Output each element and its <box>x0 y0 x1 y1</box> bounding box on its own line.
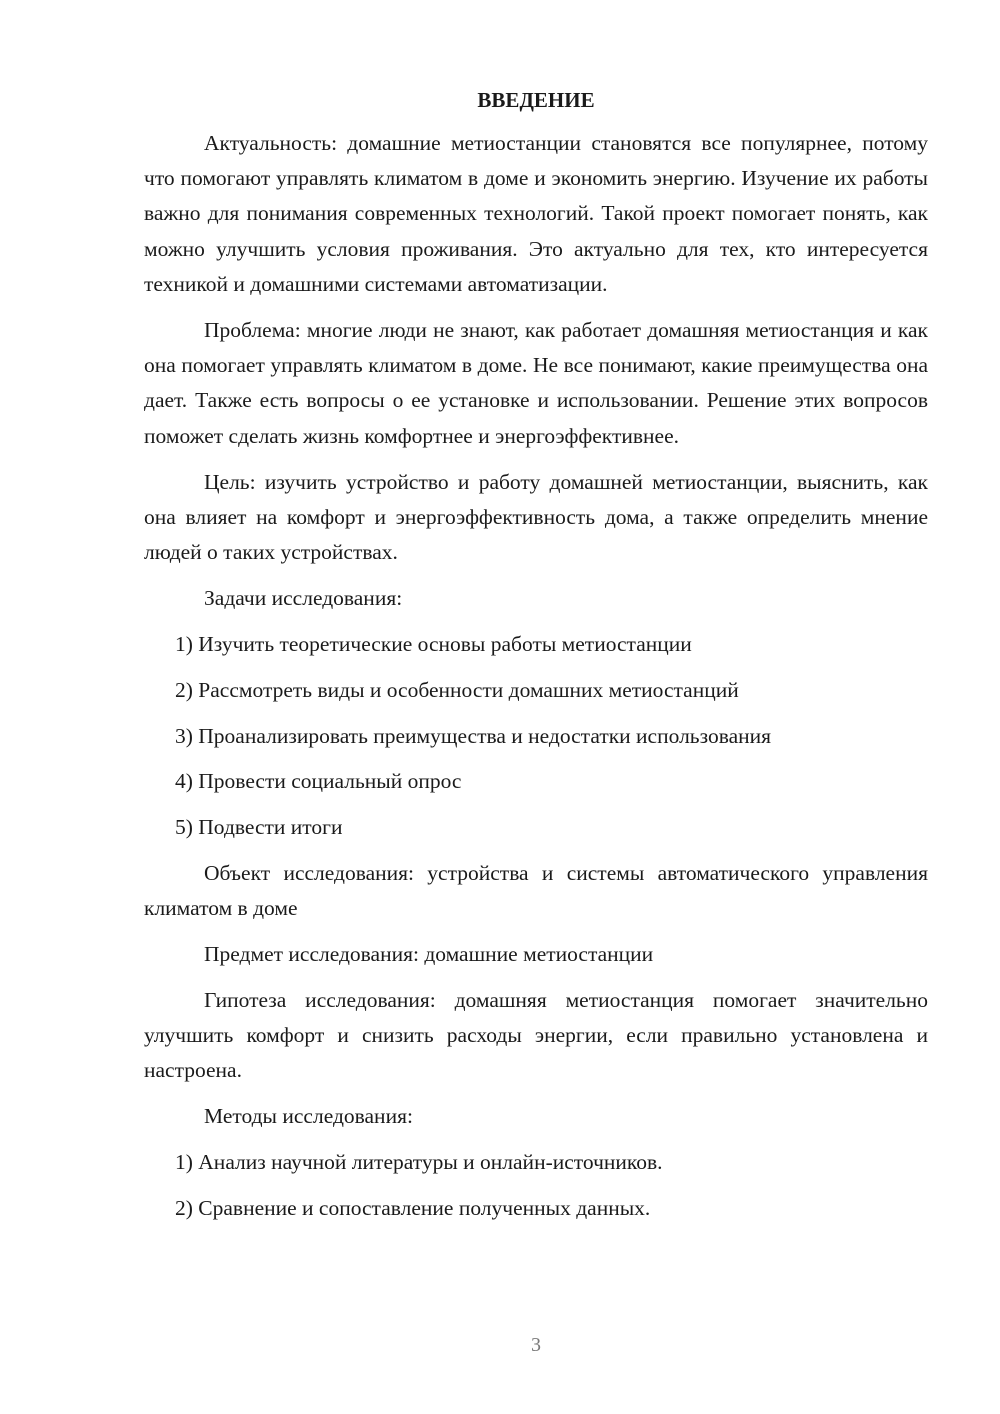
tasks-heading: Задачи исследования: <box>204 586 403 611</box>
task-item: 3) Проанализировать преимущества и недостатки использования <box>175 723 772 748</box>
goal-paragraph: Цель: изучить устройство и работу домашней метиостанции, выяснить, как она влияет на комфорт и энергоэффективность дома, а также определить мнение людей о таких устройствах. <box>144 469 928 565</box>
method-item: 2) Сравнение и сопоставление полученных данных. <box>175 1195 651 1220</box>
subject-line: Предмет исследования: домашние метиостанции <box>204 942 654 967</box>
document-title: ВВЕДЕНИЕ <box>477 88 595 112</box>
object-paragraph: Объект исследования: устройства и системы автоматического управления климатом в доме <box>144 860 928 920</box>
page-number: 3 <box>531 1334 541 1356</box>
hypothesis-paragraph: Гипотеза исследования: домашняя метиостанция помогает значительно улучшить комфорт и снизить расходы энергии, если правильно установлена и настроена. <box>144 987 928 1083</box>
document-page <box>144 88 928 1236</box>
task-item: 5) Подвести итоги <box>175 814 343 839</box>
task-item: 4) Провести социальный опрос <box>175 769 462 794</box>
methods-heading: Методы исследования: <box>204 1104 413 1129</box>
problem-paragraph: Проблема: многие люди не знают, как работает домашняя метиостанция и как она помогает управлять климатом в доме. Не все понимают, какие преимущества она дает. Также есть вопросы о ее установке и использовании. Решение этих вопросов поможет сделать жизнь комфортнее и энергоэффективнее. <box>144 318 928 448</box>
relevance-paragraph: Актуальность: домашние метиостанции становятся все популярнее, потому что помогают управлять климатом в доме и экономить энергию. Изучение их работы важно для понимания современных технологий. Такой проект помогает понять, как можно улучшить условия проживания. Это актуально для тех, кто интересуется техникой и домашними системами автоматизации. <box>144 131 928 296</box>
task-item: 1) Изучить теоретические основы работы метиостанции <box>175 632 692 657</box>
task-item: 2) Рассмотреть виды и особенности домашних метиостанций <box>175 677 739 702</box>
method-item: 1) Анализ научной литературы и онлайн-источников. <box>175 1150 663 1175</box>
